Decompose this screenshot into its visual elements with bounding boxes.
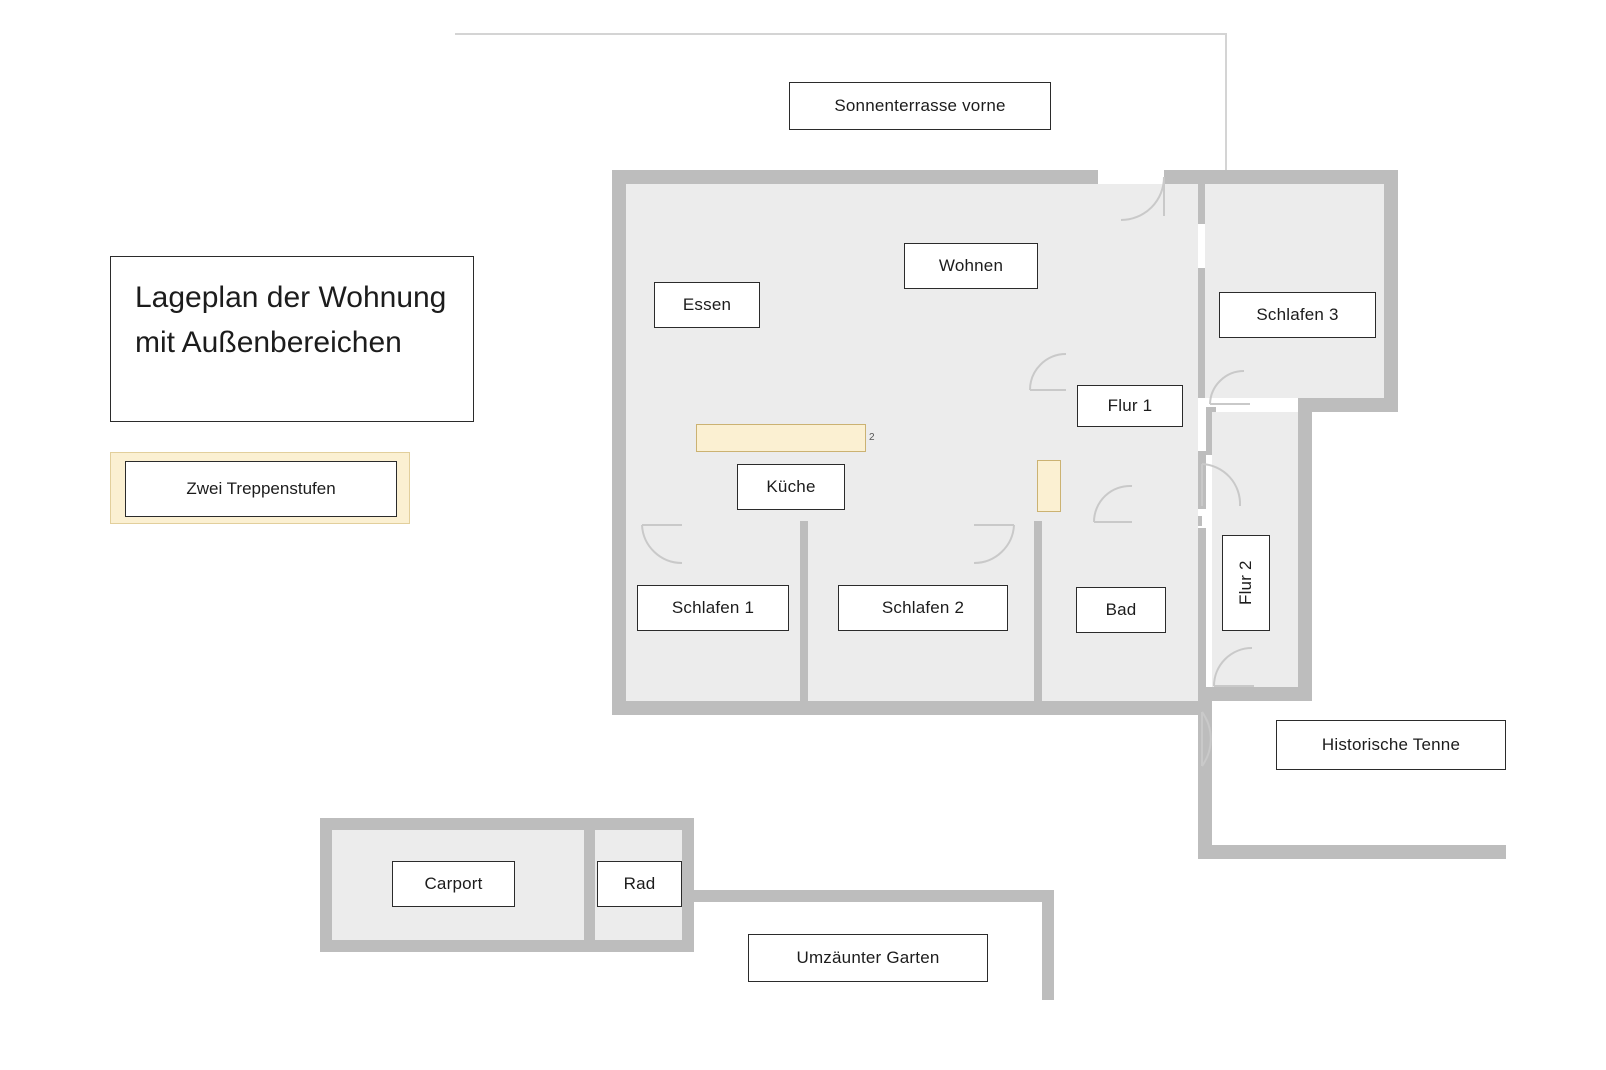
label-essen: Essen — [654, 282, 760, 328]
label-wohnen: Wohnen — [904, 243, 1038, 289]
wall-lower-right-bottom — [1198, 687, 1312, 701]
label-schlafen-2: Schlafen 2 — [838, 585, 1008, 631]
step-marker-number: 2 — [869, 432, 875, 443]
label-historische-tenne: Historische Tenne — [1276, 720, 1506, 770]
wall-main-bottom — [612, 701, 1212, 715]
label-flur-2: Flur 2 — [1222, 535, 1270, 631]
room-fill-schlafen3 — [1205, 184, 1384, 398]
label-schlafen-3: Schlafen 3 — [1219, 292, 1376, 338]
door-arc-schlafen3 — [1208, 370, 1252, 406]
door-arc-bad — [1092, 484, 1134, 524]
label-sonnenterrasse-vorne: Sonnenterrasse vorne — [789, 82, 1051, 130]
wall-main-top — [612, 170, 1398, 184]
terrace-guide-line-top — [455, 33, 1227, 35]
label-umzaeunter-garten: Umzäunter Garten — [748, 934, 988, 982]
door-arc-terrace — [1120, 176, 1166, 222]
label-bad: Bad — [1076, 587, 1166, 633]
door-arc-schlafen2 — [972, 523, 1016, 565]
label-carport: Carport — [392, 861, 515, 907]
door-arc-flur2-top — [1200, 462, 1242, 508]
terrace-guide-line-right — [1225, 33, 1227, 173]
wall-garden-right — [1042, 890, 1054, 1000]
label-rad: Rad — [597, 861, 682, 907]
door-arc-schlafen1 — [640, 523, 684, 565]
label-kueche: Küche — [737, 464, 845, 510]
step-marker-dining — [696, 424, 866, 452]
door-arc-wohnen-flur1 — [1028, 352, 1068, 392]
label-flur-1: Flur 1 — [1077, 385, 1183, 427]
wall-barn-bottom — [1198, 845, 1506, 859]
wall-right-notch-top — [1298, 398, 1398, 412]
legend-swatch — [110, 452, 410, 524]
legend-label: Zwei Treppenstufen — [125, 461, 397, 517]
wall-right-upper — [1384, 170, 1398, 412]
door-arc-entry-barn — [1198, 710, 1244, 768]
wall-garden-top — [682, 890, 1054, 902]
wall-right-lower — [1298, 398, 1312, 701]
page-title: Lageplan der Wohnung mit Außenbereichen — [110, 256, 474, 422]
door-arc-flur2-bottom — [1212, 646, 1256, 688]
step-marker-corridor — [1037, 460, 1061, 512]
label-schlafen-1: Schlafen 1 — [637, 585, 789, 631]
